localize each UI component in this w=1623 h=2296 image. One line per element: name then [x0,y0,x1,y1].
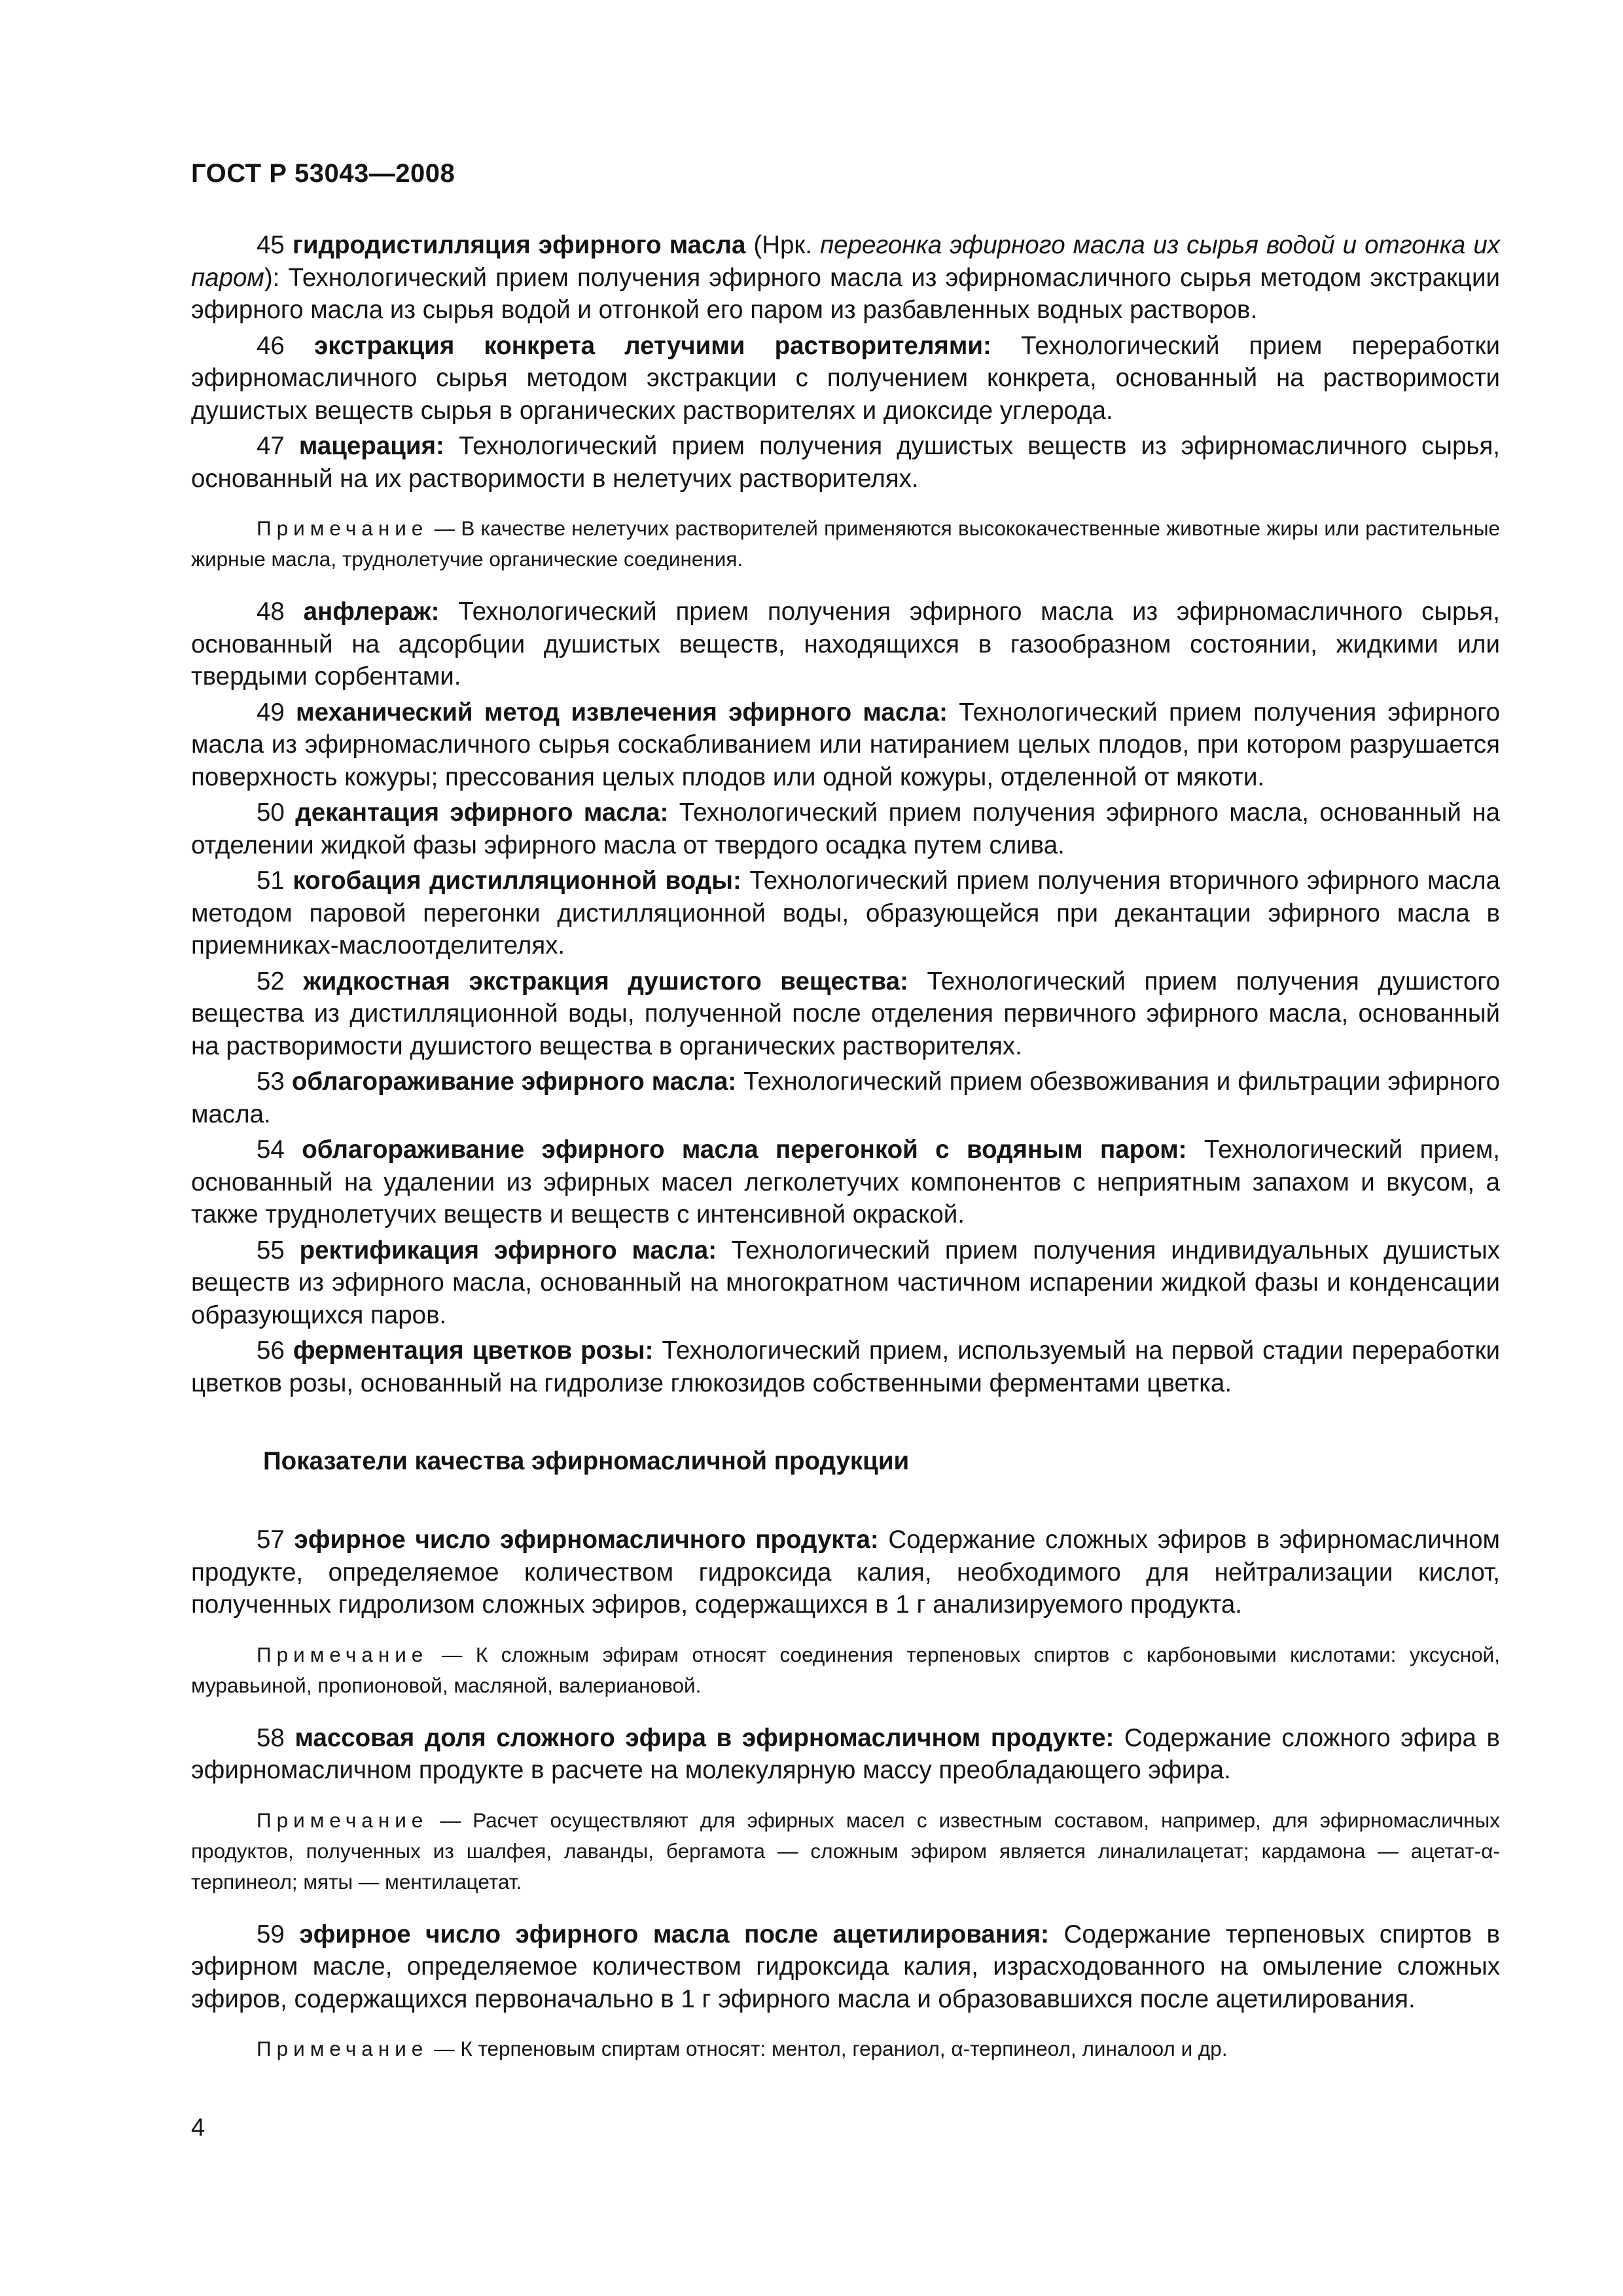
note-text: К сложным эфирам относят соединения терпеновых спиртов с карбоновыми кислотами: уксусной, муравьиной, пропионовой, масляной, валериановой. [191,1642,1500,1697]
entry-definition: Технологический прием, основанный на удалении из эфирных масел легколетучих компонентов с неприятным запахом и вкусом, а также труднолетучих веществ и веществ с интенсивной окраской. [191,1136,1501,1229]
entry-definition: Технологический прием, используемый на первой стадии переработки цветков розы, основанный на гидролизе глюкозидов собственными ферментами цветка. [191,1336,1500,1397]
entry-definition: Технологический прием получения эфирного масла из эфирномасличного сырья методом экстракции эфирного масла из сырья водой и отгонкой его паром из разбавленных водных растворов. [191,263,1500,324]
note-59 [191,2034,1500,2064]
term-entry-58 [191,1722,1500,1787]
nrk-label: Нрк. [762,231,812,259]
entry-term: ректификация эфирного масла: [299,1236,717,1265]
term-entry-57 [191,1524,1500,1621]
note-label: Примечание [257,1642,429,1666]
entry-number: 45 [257,231,285,259]
term-entry-47 [191,430,1500,495]
note-text: Расчет осуществляют для эфирных масел с известным составом, например, для эфирномасличных продуктов, полученных из шалфея, лаванды, бергамота — сложным эфиром является линалилацетат; кардамона — ацетат-α-терпинеол; мяты — ментилацетат. [191,1808,1500,1893]
page-number: 4 [191,2114,205,2142]
entry-number: 53 [257,1067,285,1096]
entry-term: гидродистилляция эфирного масла [292,231,746,259]
section-heading: Показатели качества эфирномасличной продукции [263,1447,910,1475]
note-dash: — [428,2037,461,2060]
term-entry-56 [191,1335,1500,1399]
note-57 [191,1640,1500,1701]
entry-term: ферментация цветков розы: [293,1336,654,1365]
entry-definition: Технологический прием получения индивидуальных душистых веществ из эфирного масла, основанный на многократном частичном испарении жидкой фазы и конденсации образующихся паров. [191,1236,1500,1329]
term-entry-50 [191,797,1500,861]
entry-number: 50 [257,798,285,827]
entry-definition: Технологический прием получения эфирного масла, основанный на отделении жидкой фазы эфирного масла от твердого осадка путем слива. [191,798,1500,859]
term-entry-46 [191,330,1500,427]
entry-definition: Технологический прием получения вторичного эфирного масла методом паровой перегонки дистилляционной воды, образующейся при декантации эфирного масла в приемниках-маслоотделителях. [191,867,1501,960]
entry-definition: Технологический прием обезвоживания и фильтрации эфирного масла. [191,1067,1501,1128]
entry-term: механический метод извлечения эфирного масла: [296,698,948,726]
note-dash: — [428,516,461,540]
entry-term: когобация дистилляционной воды: [293,867,741,895]
entry-definition: Содержание сложного эфира в эфирномасличном продукте в расчете на молекулярную массу преобладающего эфира. [191,1723,1500,1784]
document-body [191,229,1500,2085]
entry-number: 58 [257,1723,285,1752]
note-58 [191,1805,1500,1897]
term-entry-53 [191,1066,1500,1130]
entry-term: экстракция конкрета летучими растворителями: [314,331,991,360]
note-text: К терпеновым спиртам относят: ментол, гераниол, α-терпинеол, линалоол и др. [460,2037,1228,2060]
entry-definition: Технологический прием получения эфирного масла из эфирномасличного сырья, основанный на адсорбции душистых веществ, находящихся в газообразном состоянии, жидкими или твердыми сорбентами. [191,598,1500,691]
entry-number: 55 [257,1236,285,1265]
entry-definition: Технологический прием получения душистых веществ из эфирномасличного сырья, основанный на их растворимости в нелетучих растворителях. [191,432,1500,493]
entry-definition: Технологический прием получения душистого вещества из дистилляционной воды, полученной после отделения первичного эфирного масла, основанный на растворимости душистого вещества в органических растворителях. [191,967,1500,1060]
entry-definition: Технологический прием получения эфирного масла из эфирномасличного сырья соскабливанием или натиранием целых плодов, при котором разрушается поверхность кожуры; прессования целых плодов или одной кожуры, отделенной от мякоти. [191,698,1500,791]
entry-number: 48 [257,598,285,626]
entry-term: мацерация: [298,432,444,460]
entry-term: анфлераж: [303,598,440,626]
entry-number: 47 [257,432,285,460]
entry-number: 46 [257,331,285,360]
term-entry-51 [191,865,1500,962]
entry-term: массовая доля сложного эфира в эфирномасличном продукте: [294,1723,1115,1752]
note-text: В качестве нелетучих растворителей применяются высококачественные животные жиры или растительные жирные масла, труднолетучие органические соединения. [191,516,1500,571]
entry-number: 51 [257,867,285,895]
document-header: ГОСТ Р 53043—2008 [191,159,455,188]
entry-number: 57 [257,1526,285,1554]
nrk-open: ( [745,231,762,259]
entry-number: 54 [257,1136,285,1164]
entry-number: 49 [257,698,285,726]
entry-term: облагораживание эфирного масла перегонкой с водяным паром: [302,1136,1187,1164]
entry-number: 59 [257,1920,285,1948]
note-label: Примечание [257,2037,429,2060]
term-entry-59 [191,1918,1500,2016]
term-entry-48 [191,596,1500,693]
nrk-term: перегонка эфирного масла из сырья водой и отгонка их паром [191,231,1500,292]
entry-definition: Содержание терпеновых спиртов в эфирном масле, определяемое количеством гидроксида калия, израсходованного на омыление сложных эфиров, содержащихся первоначально в 1 г эфирного масла и образовавшихся после ацетилирования. [191,1920,1500,2013]
term-entry-49 [191,696,1500,794]
note-label: Примечание [257,1808,429,1832]
term-entry-45 [191,229,1500,327]
term-entry-52 [191,965,1500,1063]
entry-term: декантация эфирного масла: [295,798,669,827]
entry-term: облагораживание эфирного масла: [291,1067,737,1096]
note-dash: — [428,1808,473,1832]
entry-term: жидкостная экстракция душистого вещества: [303,967,908,996]
term-entry-54 [191,1134,1500,1231]
entry-number: 52 [257,967,285,996]
entry-term: эфирное число эфирномасличного продукта: [294,1526,879,1554]
note-label: Примечание [257,516,429,540]
entry-definition: Содержание сложных эфиров в эфирномасличном продукте, определяемое количеством гидроксида калия, необходимого для нейтрализации кислот, полученных гидролизом сложных эфиров, содержащихся в 1 г анализируемого продукта. [191,1526,1500,1619]
note-47 [191,513,1500,575]
term-entry-55 [191,1234,1500,1332]
nrk-close: ): [264,263,280,292]
entry-term: эфирное число эфирного масла после ацетилирования: [299,1920,1050,1948]
entry-definition: Технологический прием переработки эфирномасличного сырья методом экстракции с получением конкрета, основанный на растворимости душистых веществ сырья в органических растворителях и диоксиде углерода. [191,331,1500,425]
entry-number: 56 [257,1336,285,1365]
note-dash: — [428,1642,476,1666]
